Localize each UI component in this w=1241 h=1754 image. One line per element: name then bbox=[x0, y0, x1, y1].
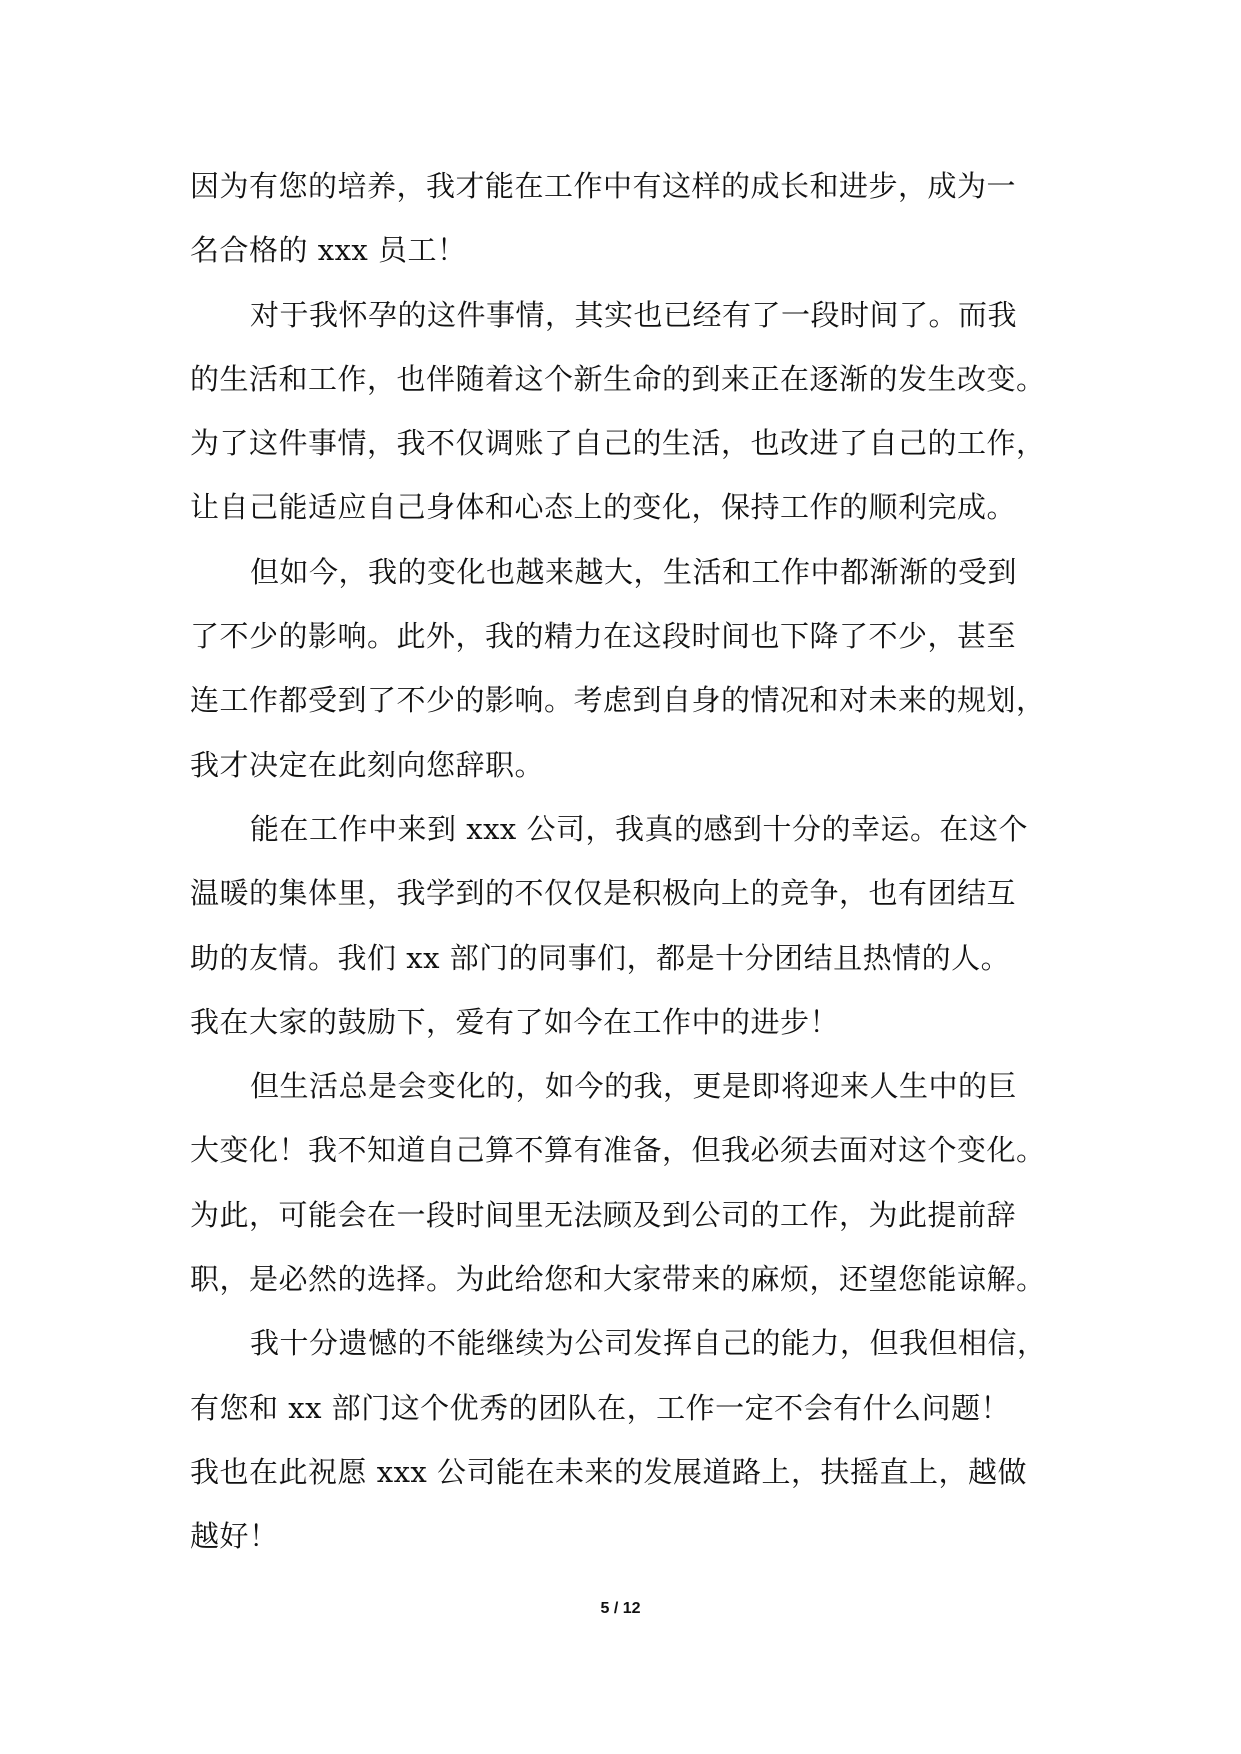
text-line: 为了这件事情，我不仅调账了自己的生活，也改进了自己的工作， bbox=[190, 426, 1046, 461]
text-line: 了不少的影响。此外，我的精力在这段时间也下降了不少，甚至 bbox=[190, 619, 1017, 654]
paragraph-first-line: 但如今，我的变化也越来越大，生活和工作中都渐渐的受到 bbox=[250, 554, 1018, 589]
text-line: 因为有您的培养，我才能在工作中有这样的成长和进步，成为一 bbox=[190, 169, 1017, 203]
text-line: 温暖的集体里，我学到的不仅仅是积极向上的竞争，也有团结互 bbox=[190, 876, 1017, 911]
text-line: 职，是必然的选择。为此给您和大家带来的麻烦，还望您能谅解。 bbox=[190, 1262, 1046, 1297]
text-line: 有您和 xx 部门这个优秀的团队在，工作一定不会有什么问题！ bbox=[190, 1390, 1011, 1425]
text-line: 名合格的 xxx 员工！ bbox=[190, 233, 467, 268]
text-line: 为此，可能会在一段时间里无法顾及到公司的工作，为此提前辞 bbox=[190, 1197, 1017, 1232]
text-line: 的生活和工作，也伴随着这个新生命的到来正在逐渐的发生改变。 bbox=[190, 361, 1046, 396]
paragraph-first-line: 对于我怀孕的这件事情，其实也已经有了一段时间了。而我 bbox=[250, 297, 1018, 332]
text-line: 大变化！我不知道自己算不算有准备，但我必须去面对这个变化。 bbox=[190, 1133, 1046, 1168]
text-line: 越好！ bbox=[190, 1519, 279, 1554]
text-line: 连工作都受到了不少的影响。考虑到自身的情况和对未来的规划， bbox=[190, 683, 1046, 718]
text-line: 助的友情。我们 xx 部门的同事们，都是十分团结且热情的人。 bbox=[190, 940, 1011, 975]
page-number: 5 / 12 bbox=[600, 1600, 641, 1617]
text-line: 我才决定在此刻向您辞职。 bbox=[190, 747, 545, 782]
paragraph-first-line: 我十分遗憾的不能继续为公司发挥自己的能力，但我但相信， bbox=[250, 1326, 1047, 1361]
document-body bbox=[190, 154, 1060, 1569]
text-line: 我在大家的鼓励下，爱有了如今在工作中的进步！ bbox=[190, 1004, 840, 1039]
text-line: 我也在此祝愿 xxx 公司能在未来的发展道路上，扶摇直上，越做 bbox=[190, 1454, 1028, 1489]
text-line: 让自己能适应自己身体和心态上的变化，保持工作的顺利完成。 bbox=[190, 490, 1017, 525]
paragraph-first-line: 能在工作中来到 xxx 公司，我真的感到十分的幸运。在这个 bbox=[250, 811, 1029, 846]
paragraph-first-line: 但生活总是会变化的，如今的我，更是即将迎来人生中的巨 bbox=[250, 1069, 1018, 1104]
